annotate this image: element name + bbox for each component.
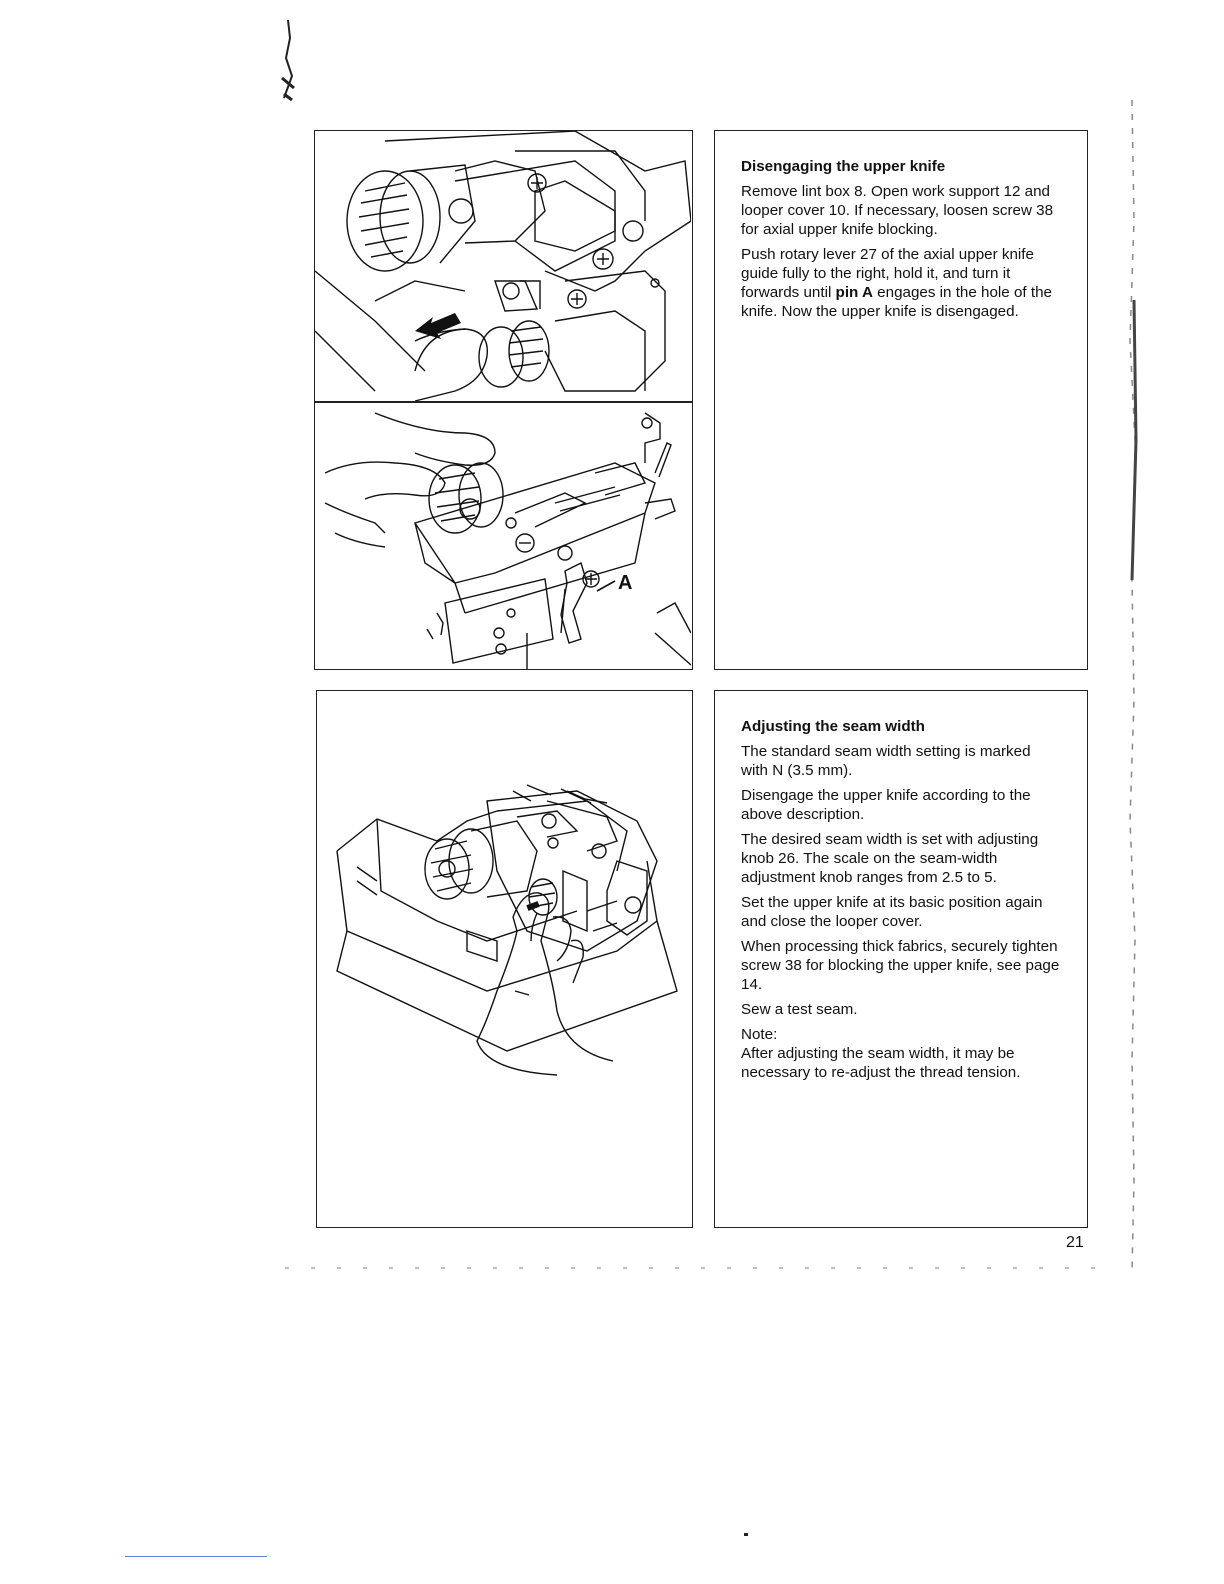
- paragraph: When processing thick fabrics, securely tighten screw 38 for blocking the upper knife, see page 14.: [741, 938, 1060, 993]
- paragraph: Remove lint box 8. Open work support 12 and looper cover 10. If necessary, loosen screw 38 for axial upper knife blocking.: [741, 183, 1054, 238]
- illustration-upper-knife-lever: [315, 131, 691, 401]
- pin-a-label: A: [618, 571, 633, 594]
- scan-bottom: [285, 1262, 1115, 1274]
- illustration-seam-width-knob: [317, 691, 691, 1225]
- figure-top-left: [314, 130, 693, 670]
- figure-bottom-left: [316, 690, 693, 1228]
- paragraph: Set the upper knife at its basic position again and close the looper cover.: [741, 894, 1043, 930]
- paragraph: The standard seam width setting is marked with N (3.5 mm).: [741, 743, 1031, 779]
- section-title: Disengaging the upper knife: [741, 158, 946, 175]
- pin-a-emphasis: pin A: [835, 284, 873, 301]
- section-adjusting-seam-width: [714, 690, 1088, 1228]
- paragraph: Disengage the upper knife according to the above description.: [741, 787, 1031, 823]
- section-title: Adjusting the seam width: [741, 718, 925, 735]
- scan-blue-line: [125, 1556, 267, 1557]
- scan-edge: [1120, 100, 1150, 1280]
- paragraph: Push rotary lever 27 of the axial upper knife guide fully to the right, hold it, and turn it forwards until pin A engages in the hole of the knife. Now the upper knife is disengaged.: [741, 246, 1052, 320]
- paragraph: Sew a test seam.: [741, 1001, 858, 1018]
- note-text: After adjusting the seam width, it may be necessary to re-adjust the thread tension.: [741, 1045, 1021, 1081]
- page-number: 21: [1066, 1234, 1084, 1251]
- illustration-pin-a: [315, 403, 691, 669]
- section-disengaging-upper-knife: [714, 130, 1088, 670]
- note-label: Note:: [741, 1026, 778, 1043]
- paragraph: The desired seam width is set with adjusting knob 26. The scale on the seam-width adjustment knob ranges from 2.5 to 5.: [741, 831, 1039, 886]
- scan-dot: [744, 1533, 748, 1536]
- scan-mark: [278, 18, 302, 102]
